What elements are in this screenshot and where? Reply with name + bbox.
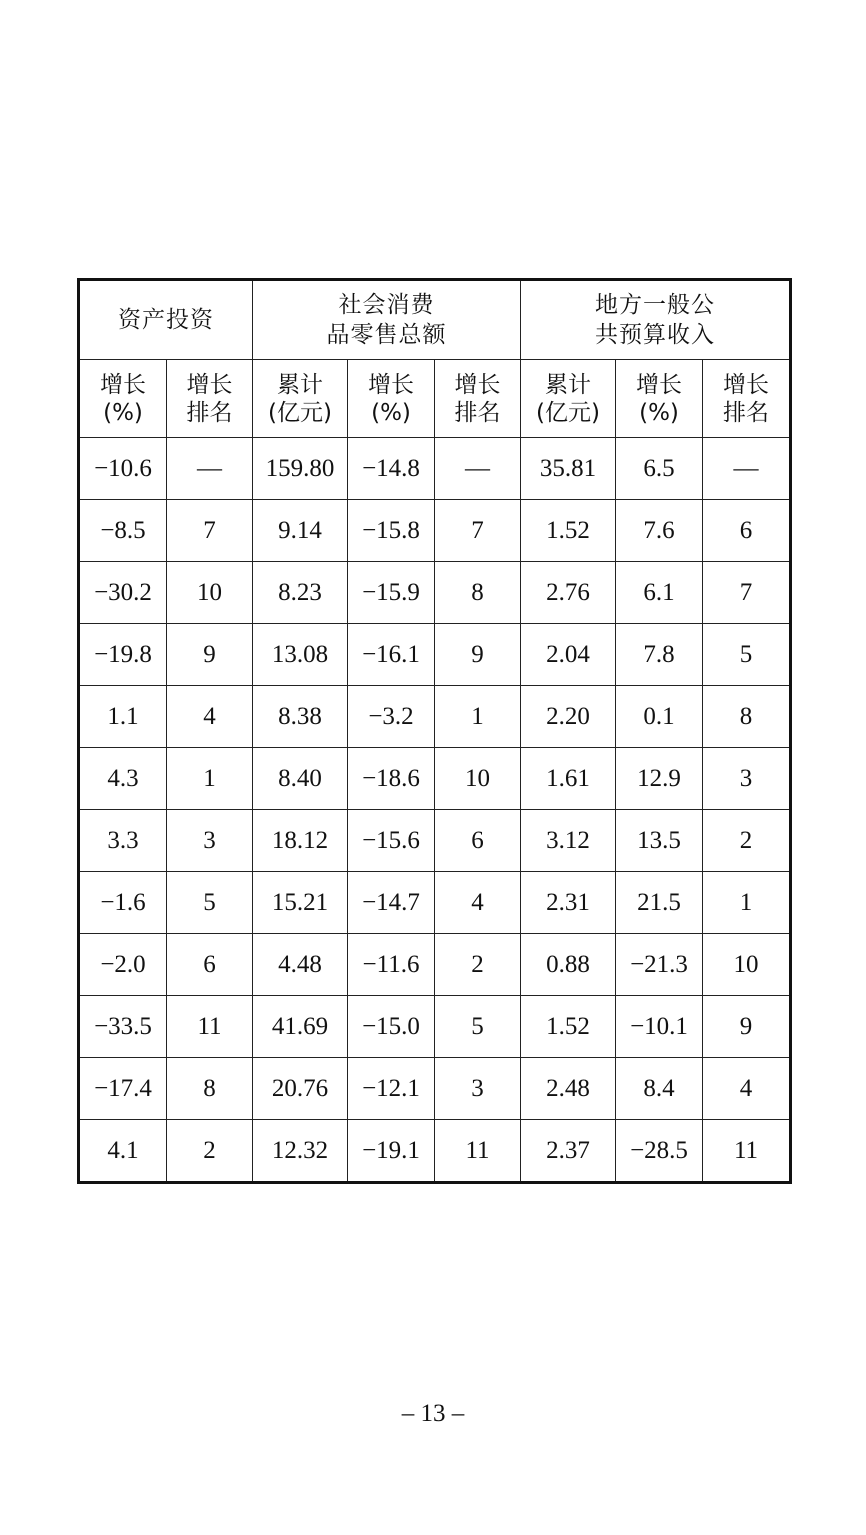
group-header-public-budget-revenue: 地方一般公 共预算收入 (521, 280, 791, 360)
cell-revenue-growth: 13.5 (616, 810, 703, 872)
cell-retail-rank: — (435, 438, 521, 500)
cell-retail-rank: 6 (435, 810, 521, 872)
cell-revenue-growth: 21.5 (616, 872, 703, 934)
cell-investment-growth: −8.5 (79, 500, 167, 562)
cell-revenue-growth: 6.1 (616, 562, 703, 624)
cell-investment-rank: 8 (167, 1058, 253, 1120)
sub-header-cumulative: 累计 (亿元) (253, 360, 348, 438)
table-row (79, 748, 791, 810)
cell-retail-growth: −15.6 (348, 810, 435, 872)
table-row (79, 1120, 791, 1183)
cell-revenue-cumulative: 2.20 (521, 686, 616, 748)
cell-revenue-rank: 5 (703, 624, 791, 686)
cell-revenue-rank: 6 (703, 500, 791, 562)
cell-investment-growth: −33.5 (79, 996, 167, 1058)
cell-revenue-growth: 7.6 (616, 500, 703, 562)
cell-revenue-cumulative: 2.04 (521, 624, 616, 686)
cell-investment-rank: 9 (167, 624, 253, 686)
table-row (79, 872, 791, 934)
group-header-retail-sales: 社会消费 品零售总额 (253, 280, 521, 360)
group-header-fixed-asset-investment: 资产投资 (79, 280, 253, 360)
cell-investment-rank: 7 (167, 500, 253, 562)
cell-retail-cumulative: 20.76 (253, 1058, 348, 1120)
cell-retail-cumulative: 12.32 (253, 1120, 348, 1183)
cell-revenue-cumulative: 2.31 (521, 872, 616, 934)
table-body (79, 438, 791, 1183)
cell-investment-rank: 1 (167, 748, 253, 810)
cell-revenue-growth: −28.5 (616, 1120, 703, 1183)
cell-revenue-growth: 7.8 (616, 624, 703, 686)
cell-retail-rank: 1 (435, 686, 521, 748)
cell-retail-growth: −14.7 (348, 872, 435, 934)
cell-retail-cumulative: 9.14 (253, 500, 348, 562)
page-number: – 13 – (401, 1400, 465, 1427)
cell-investment-growth: −17.4 (79, 1058, 167, 1120)
cell-revenue-growth: 12.9 (616, 748, 703, 810)
cell-revenue-cumulative: 1.52 (521, 996, 616, 1058)
cell-investment-rank: 5 (167, 872, 253, 934)
cell-retail-rank: 9 (435, 624, 521, 686)
table-row (79, 996, 791, 1058)
sub-header-growth-pct: 增长 (%) (79, 360, 167, 438)
cell-revenue-growth: 6.5 (616, 438, 703, 500)
cell-revenue-rank: 3 (703, 748, 791, 810)
cell-revenue-growth: 0.1 (616, 686, 703, 748)
cell-retail-cumulative: 8.23 (253, 562, 348, 624)
cell-investment-rank: 10 (167, 562, 253, 624)
cell-revenue-rank: 10 (703, 934, 791, 996)
sub-header-growth-rank: 增长 排名 (703, 360, 791, 438)
table-row (79, 562, 791, 624)
cell-revenue-rank: 7 (703, 562, 791, 624)
cell-retail-growth: −11.6 (348, 934, 435, 996)
cell-revenue-cumulative: 2.37 (521, 1120, 616, 1183)
sub-header-growth-rank: 增长 排名 (435, 360, 521, 438)
cell-investment-growth: −30.2 (79, 562, 167, 624)
table-row (79, 934, 791, 996)
cell-retail-cumulative: 15.21 (253, 872, 348, 934)
sub-header-growth-rank: 增长 排名 (167, 360, 253, 438)
cell-retail-growth: −15.9 (348, 562, 435, 624)
cell-investment-rank: 11 (167, 996, 253, 1058)
sub-header-cumulative: 累计 (亿元) (521, 360, 616, 438)
sub-header-row (79, 360, 791, 438)
cell-investment-rank: 6 (167, 934, 253, 996)
cell-investment-rank: 4 (167, 686, 253, 748)
cell-retail-rank: 5 (435, 996, 521, 1058)
cell-investment-growth: 4.3 (79, 748, 167, 810)
cell-revenue-rank: 1 (703, 872, 791, 934)
cell-retail-rank: 11 (435, 1120, 521, 1183)
cell-revenue-cumulative: 2.76 (521, 562, 616, 624)
cell-retail-rank: 4 (435, 872, 521, 934)
cell-investment-rank: — (167, 438, 253, 500)
cell-investment-rank: 2 (167, 1120, 253, 1183)
cell-retail-growth: −15.0 (348, 996, 435, 1058)
table-row (79, 624, 791, 686)
cell-investment-growth: 1.1 (79, 686, 167, 748)
cell-retail-cumulative: 8.40 (253, 748, 348, 810)
table-row (79, 1058, 791, 1120)
cell-revenue-cumulative: 0.88 (521, 934, 616, 996)
table-row (79, 810, 791, 872)
cell-revenue-rank: 2 (703, 810, 791, 872)
cell-retail-rank: 10 (435, 748, 521, 810)
cell-retail-growth: −16.1 (348, 624, 435, 686)
cell-retail-cumulative: 18.12 (253, 810, 348, 872)
cell-retail-rank: 2 (435, 934, 521, 996)
cell-retail-growth: −12.1 (348, 1058, 435, 1120)
cell-retail-rank: 8 (435, 562, 521, 624)
cell-retail-cumulative: 159.80 (253, 438, 348, 500)
cell-retail-cumulative: 4.48 (253, 934, 348, 996)
cell-revenue-rank: 4 (703, 1058, 791, 1120)
sub-header-growth-pct: 增长 (%) (616, 360, 703, 438)
cell-retail-cumulative: 8.38 (253, 686, 348, 748)
cell-investment-growth: −19.8 (79, 624, 167, 686)
table-row (79, 438, 791, 500)
cell-investment-growth: 3.3 (79, 810, 167, 872)
sub-header-growth-pct: 增长 (%) (348, 360, 435, 438)
cell-retail-growth: −18.6 (348, 748, 435, 810)
cell-revenue-cumulative: 1.52 (521, 500, 616, 562)
cell-retail-growth: −15.8 (348, 500, 435, 562)
cell-investment-growth: −1.6 (79, 872, 167, 934)
cell-revenue-growth: −21.3 (616, 934, 703, 996)
cell-revenue-rank: 11 (703, 1120, 791, 1183)
cell-revenue-growth: 8.4 (616, 1058, 703, 1120)
cell-revenue-cumulative: 35.81 (521, 438, 616, 500)
table-row (79, 686, 791, 748)
cell-revenue-cumulative: 3.12 (521, 810, 616, 872)
cell-retail-growth: −3.2 (348, 686, 435, 748)
statistics-table (77, 278, 792, 1184)
cell-investment-growth: 4.1 (79, 1120, 167, 1183)
cell-retail-cumulative: 13.08 (253, 624, 348, 686)
cell-retail-rank: 3 (435, 1058, 521, 1120)
group-header-row (79, 280, 791, 360)
table-row (79, 500, 791, 562)
cell-retail-cumulative: 41.69 (253, 996, 348, 1058)
cell-revenue-rank: — (703, 438, 791, 500)
cell-revenue-growth: −10.1 (616, 996, 703, 1058)
cell-retail-growth: −19.1 (348, 1120, 435, 1183)
cell-investment-growth: −10.6 (79, 438, 167, 500)
cell-investment-growth: −2.0 (79, 934, 167, 996)
cell-retail-growth: −14.8 (348, 438, 435, 500)
cell-retail-rank: 7 (435, 500, 521, 562)
cell-revenue-cumulative: 2.48 (521, 1058, 616, 1120)
cell-revenue-cumulative: 1.61 (521, 748, 616, 810)
cell-revenue-rank: 8 (703, 686, 791, 748)
cell-revenue-rank: 9 (703, 996, 791, 1058)
cell-investment-rank: 3 (167, 810, 253, 872)
